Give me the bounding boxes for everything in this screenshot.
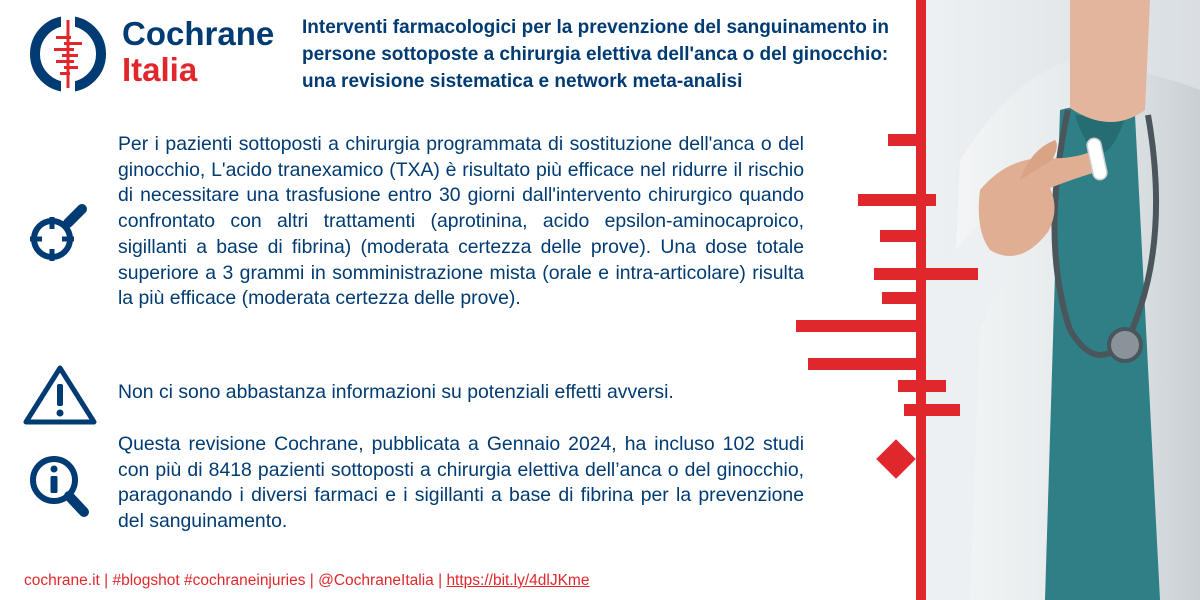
footer-handles: cochrane.it | #blogshot #cochraneinjuries | @CochraneItalia |: [24, 572, 447, 589]
key-finding-paragraph: Per i pazienti sottoposti a chirurgia programmata di sostituzione dell'anca o del ginocchio, L'acido tranexamico (TXA) è risultato più efficace nel ridurre il rischio di necessitare una trasfusione entro 30 giorni dall'intervento chirurgico quando confrontato con altri trattamenti (aprotinina, acido epsilon-aminocaproico, sigillanti a base di fibrina) (moderata certezza delle prove). Una dose totale superiore a 3 grammi in somministrazione mista (orale e intra-articolare) risulta la più efficace (moderata certezza delle prove).: [118, 133, 804, 310]
cochrane-logo-icon: [28, 14, 108, 94]
review-info-paragraph: Questa revisione Cochrane, pubblicata a Gennaio 2024, ha incluso 102 studi con più di 8418 pazienti sottoposti a chirurgia elettiva dell’anca o del ginocchio, paragonando i diversi farmaci e i sigillanti a base di fibrina per la prevenzione del sanguinamento.: [118, 433, 804, 533]
decorative-red-line: [916, 0, 926, 600]
doctor-holding-pill-photo: [920, 0, 1200, 600]
review-title: Interventi farmacologici per la prevenzione del sanguinamento in persone sottoposte a chirurgia elettiva dell'anca o del ginocchio: una revisione sistematica e network meta-analisi: [302, 17, 890, 92]
footer: [24, 572, 589, 590]
adverse-effects-paragraph: Non ci sono abbastanza informazioni su potenziali effetti avversi.: [118, 381, 674, 403]
footer-link[interactable]: https://bit.ly/4dlJKme: [446, 572, 590, 589]
brand-wordmark: [122, 16, 274, 88]
magnifier-target-icon: [24, 201, 92, 269]
cochrane-italia-logo: [24, 12, 294, 98]
warning-icon: [22, 364, 98, 426]
brand-name-line1: Cochrane: [122, 15, 275, 52]
brand-name-line2: Italia: [122, 51, 198, 88]
info-magnifier-icon: [24, 452, 92, 520]
